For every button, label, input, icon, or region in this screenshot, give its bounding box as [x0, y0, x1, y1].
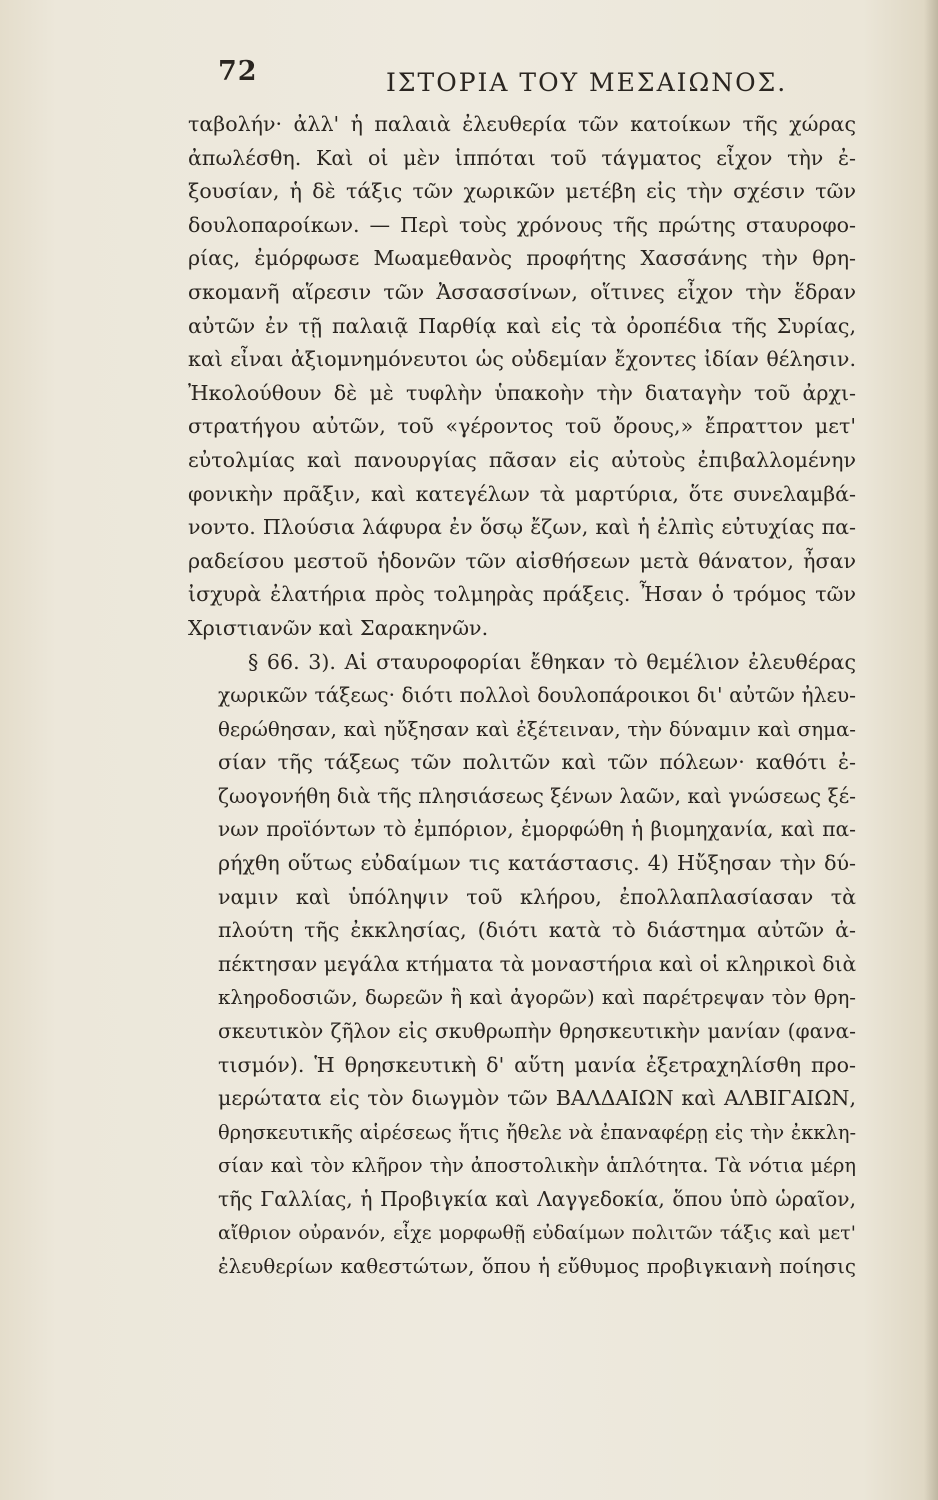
text-line: πλούτη τῆς ἐκκλησίας, (διότι κατὰ τὸ διάστημα αὐτῶν ἀ- — [218, 918, 856, 943]
text-line: τῆς Γαλλίας, ἡ Προβιγκία καὶ Λαγγεδοκία, ὅπου ὑπὸ ὡραῖον, — [218, 1187, 856, 1211]
page-header — [218, 56, 788, 100]
paragraph-assassins — [188, 108, 856, 646]
text-line: νοντο. Πλούσια λάφυρα ἐν ὅσῳ ἔζων, καὶ ἡ ἐλπὶς εὐτυχίας πα- — [188, 515, 856, 540]
text-line: θρησκευτικῆς αἱρέσεως ἥτις ἤθελε νὰ ἐπαναφέρῃ εἰς τὴν ἐκκλη- — [218, 1120, 856, 1144]
text-line: Ἠκολούθουν δὲ μὲ τυφλὴν ὑπακοὴν τὴν διαταγὴν τοῦ ἀρχι- — [188, 380, 856, 405]
body-text — [188, 108, 856, 1284]
text-line: δουλοπαροίκων. — Περὶ τοὺς χρόνους τῆς πρώτης σταυροφο- — [188, 212, 856, 237]
text-line: στρατήγου αὐτῶν, τοῦ «γέροντος τοῦ ὄρους,» ἔπραττον μετ' — [188, 414, 856, 439]
text-line: ζωογονήθη διὰ τῆς πλησιάσεως ξένων λαῶν, καὶ γνώσεως ξέ- — [218, 783, 856, 808]
text-line: κληροδοσιῶν, δωρεῶν ἢ καὶ ἀγορῶν) καὶ παρέτρεψαν τὸν θρη- — [218, 986, 856, 1010]
text-line: φονικὴν πρᾶξιν, καὶ κατεγέλων τὰ μαρτύρια, ὅτε συνελαμβά- — [188, 481, 856, 506]
text-line: ἐλευθερίων καθεστώτων, ὅπου ἡ εὔθυμος προβιγκιανὴ ποίησις — [218, 1255, 856, 1279]
text-line: σκευτικὸν ζῆλον εἰς σκυθρωπὴν θρησκευτικὴν μανίαν (φανα- — [218, 1019, 856, 1044]
text-line: ταβολήν· ἀλλ' ἡ παλαιὰ ἐλευθερία τῶν κατοίκων τῆς χώρας — [188, 112, 856, 136]
text-line: μερώτατα εἰς τὸν διωγμὸν τῶν ΒΑΛΔΑΙΩΝ καὶ ΑΛΒΙΓΑΙΩΝ, — [218, 1086, 856, 1111]
running-title: ΙΣΤΟΡΙΑ ΤΟΥ ΜΕΣΑΙΩΝΟΣ. — [386, 68, 788, 97]
text-line: θερώθησαν, καὶ ηὔξησαν καὶ ἐξέτειναν, τὴν δύναμιν καὶ σημα- — [218, 717, 856, 741]
text-line: αὐτῶν ἐν τῇ παλαιᾷ Παρθίᾳ καὶ εἰς τὰ ὀροπέδια τῆς Συρίας, — [188, 313, 856, 338]
text-line: ναμιν καὶ ὑπόληψιν τοῦ κλήρου, ἐπολλαπλασίασαν τὰ — [218, 884, 856, 909]
text-line: σκομανῆ αἵρεσιν τῶν Ἀσσασσίνων, οἵτινες εἶχον τὴν ἕδραν — [188, 279, 856, 304]
text-line: § 66. 3). Αἱ σταυροφορίαι ἔθηκαν τὸ θεμέλιον ἐλευθέρας — [248, 649, 856, 674]
text-line: εὐτολμίας καὶ πανουργίας πᾶσαν εἰς αὐτοὺς ἐπιβαλλομένην — [188, 447, 856, 472]
text-line: Χριστιανῶν καὶ Σαρακηνῶν. — [188, 615, 489, 640]
text-line: πέκτησαν μεγάλα κτήματα τὰ μοναστήρια καὶ οἱ κληρικοὶ διὰ — [218, 951, 857, 976]
text-line: ρήχθη οὕτως εὐδαίμων τις κατάστασις. 4) Ηὔξησαν τὴν δύ- — [218, 851, 856, 876]
text-line: ρίας, ἐμόρφωσε Μωαμεθανὸς προφήτης Χασσάνης τὴν θρη- — [188, 246, 856, 271]
paragraph-section-66 — [188, 646, 856, 1284]
text-line: καὶ εἶναι ἀξιομνημόνευτοι ὡς οὐδεμίαν ἔχοντες ἰδίαν θέλησιν. — [188, 347, 856, 372]
text-line: ξουσίαν, ἡ δὲ τάξις τῶν χωρικῶν μετέβη εἰς τὴν σχέσιν τῶν — [188, 179, 856, 204]
text-line: ἰσχυρὰ ἐλατήρια πρὸς τολμηρὰς πράξεις. Ἦσαν ὁ τρόμος τῶν — [188, 582, 856, 607]
text-line: νων προϊόντων τὸ ἐμπόριον, ἐμορφώθη ἡ βιομηχανία, καὶ πα- — [218, 817, 856, 842]
page-edge-shadow — [924, 0, 938, 1500]
text-line: χωρικῶν τάξεως· διότι πολλοὶ δουλοπάροικοι δι' αὐτῶν ἠλευ- — [218, 683, 856, 708]
text-line: τισμόν). Ἡ θρησκευτικὴ δ' αὕτη μανία ἐξετραχηλίσθη προ- — [218, 1052, 856, 1077]
text-line: σίαν καὶ τὸν κλῆρον τὴν ἀποστολικὴν ἁπλότητα. Τὰ νότια μέρη — [218, 1154, 856, 1178]
page-number: 72 — [218, 56, 258, 87]
text-line: σίαν τῆς τάξεως τῶν πολιτῶν καὶ τῶν πόλεων· καθότι ἐ- — [218, 750, 856, 775]
text-line: αἴθριον οὐρανόν, εἶχε μορφωθῇ εὐδαίμων πολιτῶν τάξις καὶ μετ' — [218, 1221, 856, 1244]
text-line: ἀπωλέσθη. Καὶ οἱ μὲν ἱππόται τοῦ τάγματος εἶχον τὴν ἐ- — [188, 145, 856, 170]
text-line: ραδείσου μεστοῦ ἡδονῶν τῶν αἰσθήσεων μετὰ θάνατον, ἦσαν — [188, 548, 856, 573]
